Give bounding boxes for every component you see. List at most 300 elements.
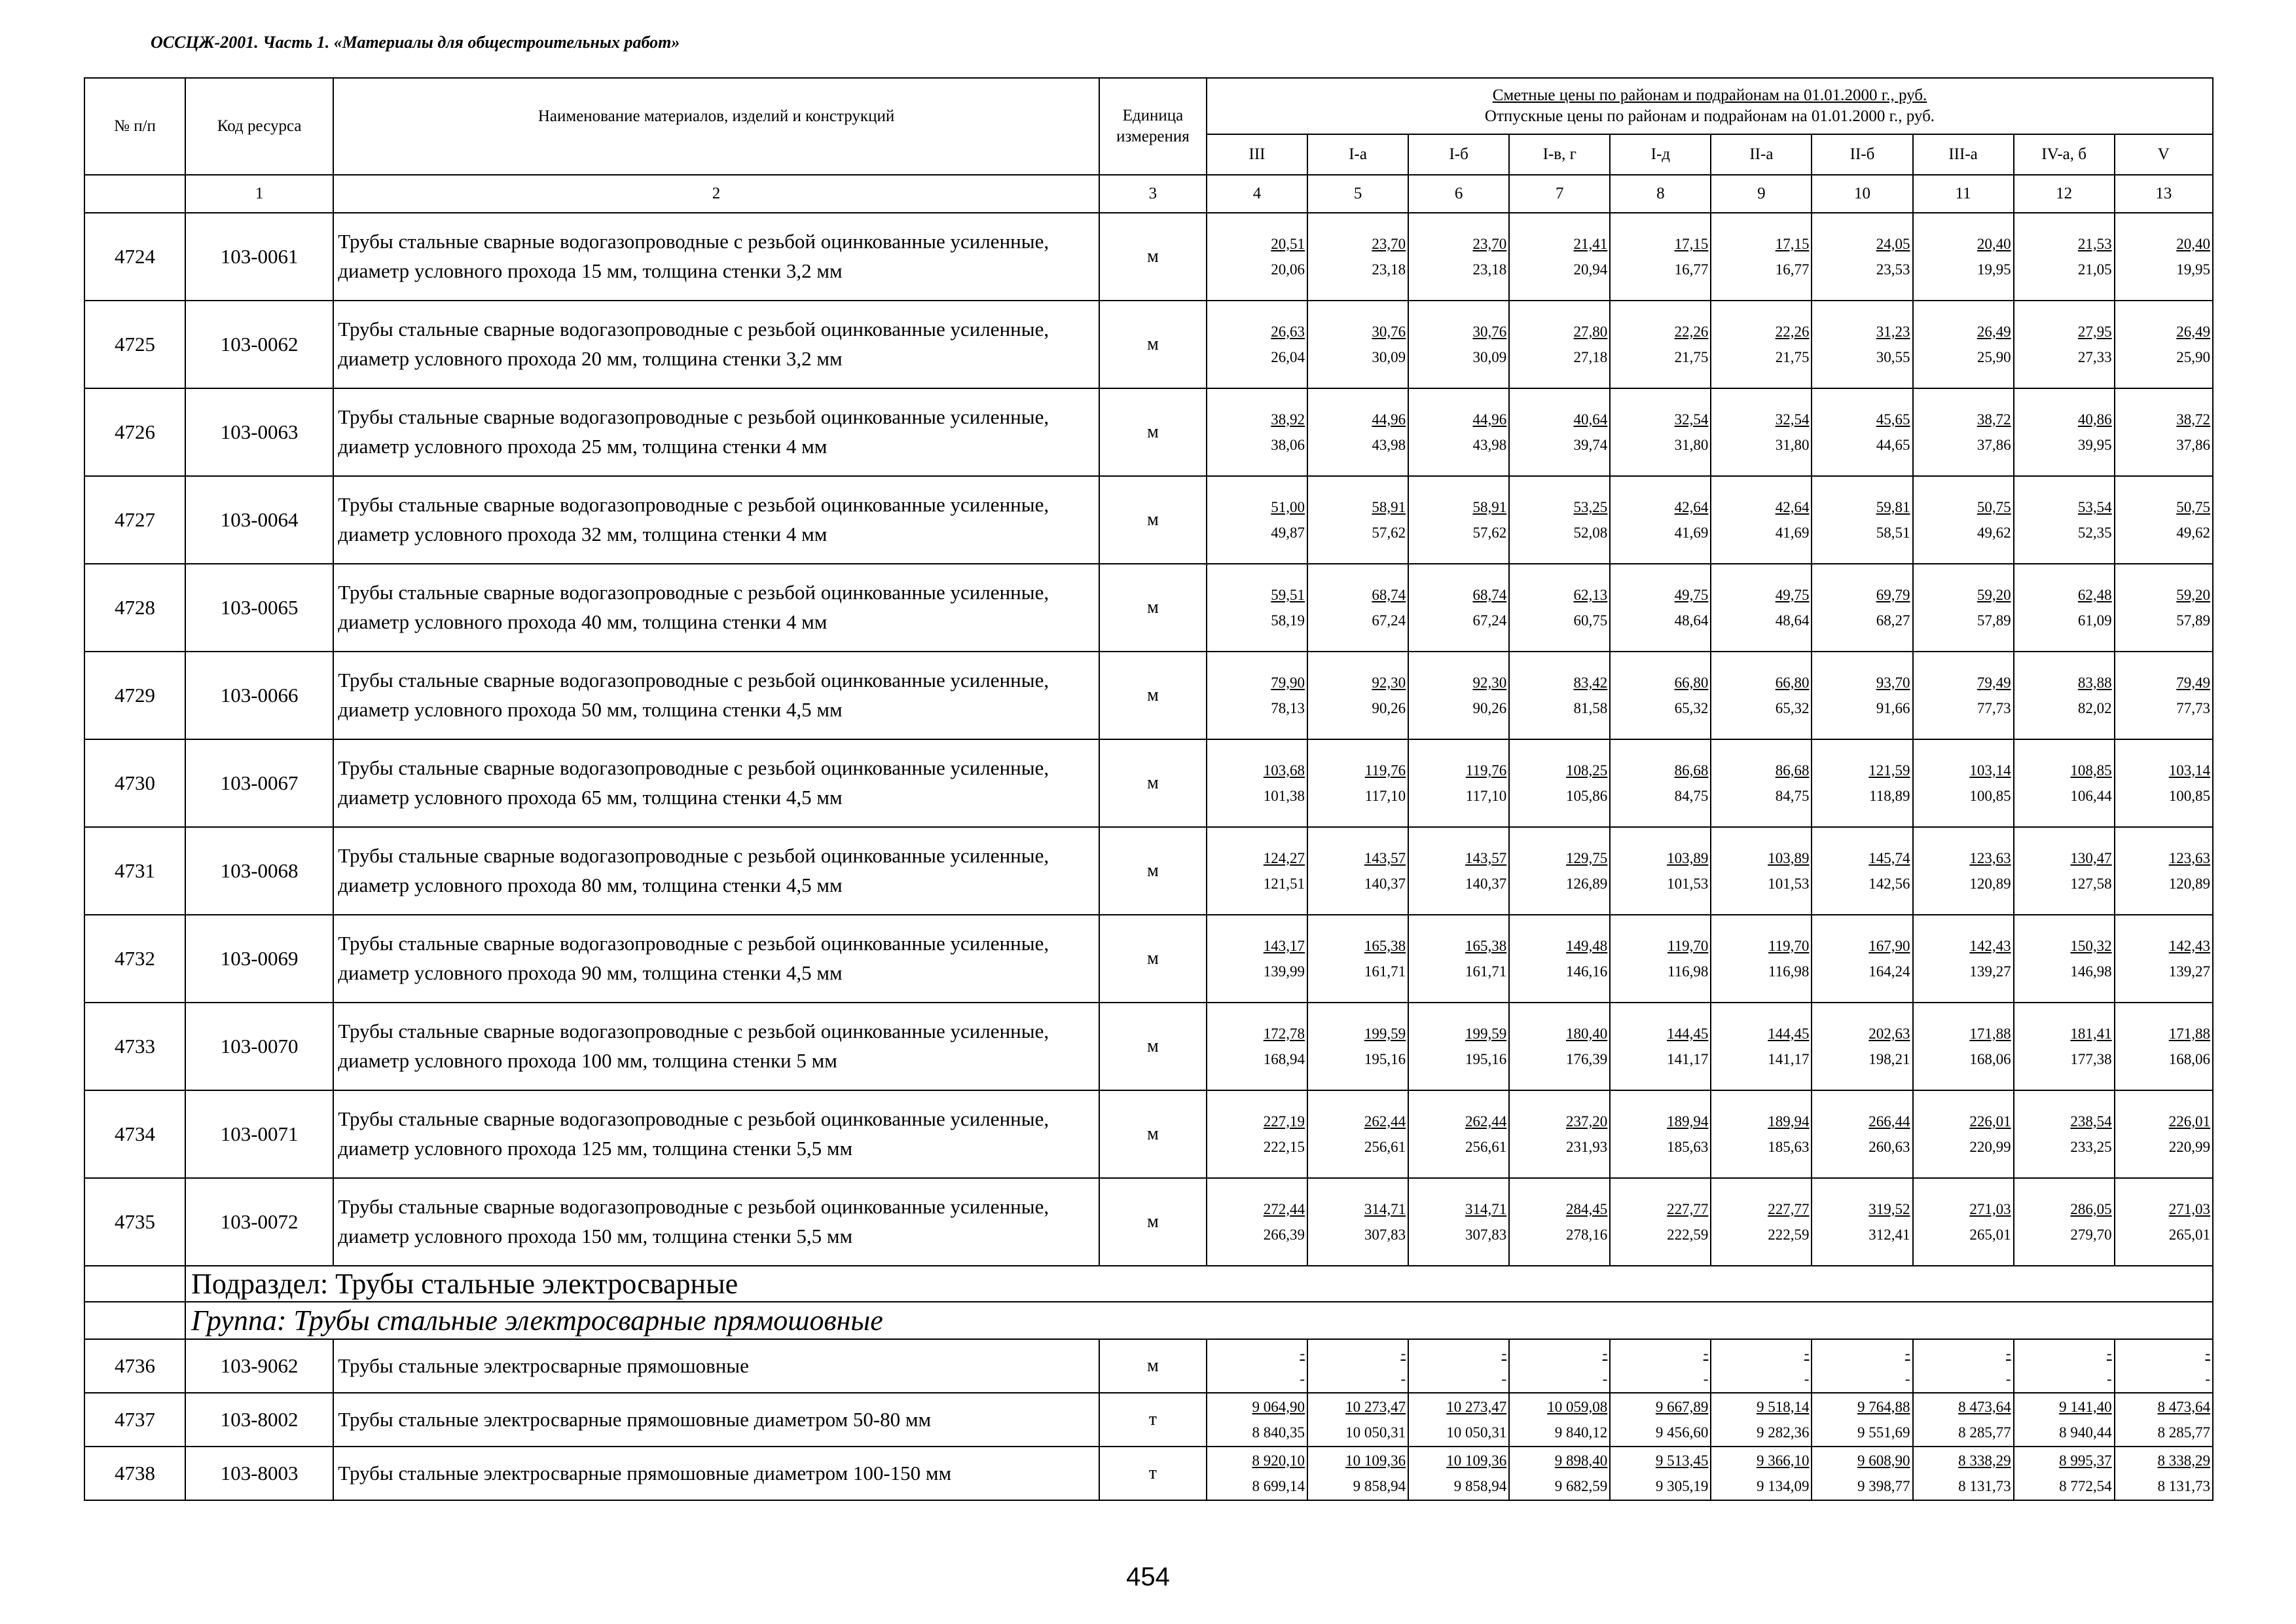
release-price: 222,59 bbox=[1667, 1227, 1709, 1243]
release-price: 43,98 bbox=[1372, 437, 1406, 453]
resource-code: 103-0067 bbox=[185, 739, 333, 827]
column-number: 13 bbox=[2115, 175, 2213, 213]
price-cell bbox=[2014, 476, 2115, 564]
release-price: 57,62 bbox=[1372, 525, 1406, 541]
price-cell bbox=[1711, 739, 1812, 827]
price-pair bbox=[1308, 1111, 1406, 1158]
price-cell bbox=[1812, 388, 1912, 476]
release-price: 49,62 bbox=[2176, 525, 2210, 541]
price-cell bbox=[1207, 739, 1307, 827]
price-pair bbox=[1711, 584, 1809, 632]
estimate-price: 27,80 bbox=[1573, 323, 1608, 340]
price-pair bbox=[1510, 1396, 1607, 1444]
row-number: 4729 bbox=[84, 652, 185, 739]
price-cell bbox=[1812, 1090, 1912, 1178]
estimate-price: 121,59 bbox=[1868, 762, 1910, 779]
resource-code: 103-0064 bbox=[185, 476, 333, 564]
release-price: - bbox=[2005, 1371, 2011, 1387]
price-cell bbox=[1207, 1447, 1307, 1500]
price-cell bbox=[2115, 1003, 2213, 1090]
estimate-price: 10 273,47 bbox=[1446, 1398, 1507, 1415]
price-cell bbox=[2014, 564, 2115, 652]
price-pair bbox=[1611, 935, 1708, 983]
price-pair bbox=[1711, 672, 1809, 720]
price-pair bbox=[2115, 847, 2210, 895]
resource-code: 103-0062 bbox=[185, 301, 333, 388]
release-price: 65,32 bbox=[1775, 700, 1810, 716]
column-number: 3 bbox=[1099, 175, 1207, 213]
release-price: 265,01 bbox=[2168, 1227, 2210, 1243]
release-price: 30,09 bbox=[1372, 349, 1406, 365]
estimate-price: 17,15 bbox=[1775, 235, 1810, 252]
price-cell bbox=[1307, 652, 1408, 739]
release-price: 126,89 bbox=[1566, 876, 1608, 892]
price-pair bbox=[1409, 847, 1506, 895]
header-release-prices: Отпускные цены по районам и подрайонам на 01.01.2000 г., руб. bbox=[1484, 107, 1935, 125]
resource-code: 103-0068 bbox=[185, 827, 333, 915]
price-pair bbox=[1711, 935, 1809, 983]
release-price: 142,56 bbox=[1868, 876, 1910, 892]
price-cell bbox=[1711, 915, 1812, 1003]
material-name: Трубы стальные сварные водогазопроводные с резьбой оцинкованные усиленные, диаметр условного прохода 20 мм, толщина стенки 3,2 мм bbox=[333, 301, 1099, 388]
price-cell bbox=[1711, 301, 1812, 388]
release-price: 312,41 bbox=[1868, 1227, 1910, 1243]
column-number: 5 bbox=[1307, 175, 1408, 213]
price-pair bbox=[1409, 496, 1506, 544]
price-pair bbox=[1711, 409, 1809, 456]
release-price: 27,33 bbox=[2077, 349, 2112, 365]
release-price: 9 858,94 bbox=[1353, 1478, 1406, 1494]
price-pair bbox=[2014, 321, 2112, 369]
price-cell bbox=[1207, 915, 1307, 1003]
unit-of-measure: м bbox=[1099, 739, 1207, 827]
price-pair bbox=[2014, 847, 2112, 895]
release-price: 168,94 bbox=[1263, 1051, 1305, 1067]
release-price: 23,18 bbox=[1472, 261, 1507, 278]
estimate-price: 145,74 bbox=[1868, 849, 1910, 866]
estimate-price: 62,48 bbox=[2077, 586, 2112, 603]
price-cell bbox=[1610, 1090, 1711, 1178]
price-pair bbox=[1812, 584, 1910, 632]
release-price: 140,37 bbox=[1364, 876, 1406, 892]
estimate-price: - bbox=[2005, 1344, 2011, 1361]
release-price: 8 840,35 bbox=[1252, 1424, 1305, 1441]
release-price: - bbox=[2107, 1371, 2112, 1387]
release-price: 256,61 bbox=[1364, 1139, 1406, 1155]
release-price: - bbox=[1300, 1371, 1305, 1387]
price-pair bbox=[1914, 1450, 2011, 1498]
estimate-price: 262,44 bbox=[1465, 1113, 1507, 1130]
price-cell bbox=[1610, 388, 1711, 476]
price-cell bbox=[1408, 388, 1509, 476]
price-pair bbox=[2115, 321, 2210, 369]
release-price: 9 456,60 bbox=[1655, 1424, 1709, 1441]
price-pair bbox=[1308, 233, 1406, 281]
estimate-price: 8 995,37 bbox=[2059, 1452, 2112, 1469]
price-pair bbox=[1409, 1023, 1506, 1071]
price-pair bbox=[2115, 1198, 2210, 1246]
estimate-price: 119,76 bbox=[1364, 762, 1406, 779]
material-name: Трубы стальные сварные водогазопроводные с резьбой оцинкованные усиленные, диаметр условного прохода 40 мм, толщина стенки 4 мм bbox=[333, 564, 1099, 652]
estimate-price: 123,63 bbox=[1969, 849, 2011, 866]
release-price: 8 285,77 bbox=[2157, 1424, 2210, 1441]
estimate-price: 227,77 bbox=[1667, 1200, 1709, 1217]
price-pair bbox=[1711, 1342, 1809, 1390]
estimate-price: 79,49 bbox=[2176, 674, 2210, 691]
release-price: 185,63 bbox=[1667, 1139, 1709, 1155]
price-cell bbox=[1509, 739, 1610, 827]
estimate-price: 53,25 bbox=[1573, 498, 1608, 515]
price-table bbox=[84, 77, 2214, 1501]
column-number-empty bbox=[84, 175, 185, 213]
estimate-price: 21,41 bbox=[1573, 235, 1608, 252]
table-row bbox=[84, 564, 2213, 652]
release-price: 91,66 bbox=[1876, 700, 1910, 716]
release-price: 52,35 bbox=[2077, 525, 2112, 541]
price-pair bbox=[1914, 496, 2011, 544]
price-cell bbox=[1307, 1393, 1408, 1447]
price-pair bbox=[1207, 584, 1305, 632]
release-price: 23,53 bbox=[1876, 261, 1910, 278]
release-price: 220,99 bbox=[2168, 1139, 2210, 1155]
estimate-price: 30,76 bbox=[1472, 323, 1507, 340]
estimate-price: 149,48 bbox=[1566, 937, 1608, 954]
estimate-price: 144,45 bbox=[1768, 1025, 1810, 1042]
estimate-price: 58,91 bbox=[1472, 498, 1507, 515]
price-pair bbox=[1409, 233, 1506, 281]
price-cell bbox=[1711, 476, 1812, 564]
table-row bbox=[84, 1339, 2213, 1393]
release-price: 19,95 bbox=[1977, 261, 2011, 278]
resource-code: 103-9062 bbox=[185, 1339, 333, 1393]
estimate-price: 38,72 bbox=[2176, 411, 2210, 428]
estimate-price: 66,80 bbox=[1674, 674, 1709, 691]
release-price: 21,75 bbox=[1775, 349, 1810, 365]
material-name: Трубы стальные сварные водогазопроводные с резьбой оцинкованные усиленные, диаметр условного прохода 150 мм, толщина стенки 5,5 мм bbox=[333, 1178, 1099, 1266]
price-pair bbox=[1611, 1396, 1708, 1444]
unit-of-measure: м bbox=[1099, 652, 1207, 739]
estimate-price: 10 273,47 bbox=[1345, 1398, 1406, 1415]
price-pair bbox=[2115, 672, 2210, 720]
release-price: 185,63 bbox=[1768, 1139, 1810, 1155]
column-number: 10 bbox=[1812, 175, 1912, 213]
material-name: Трубы стальные сварные водогазопроводные с резьбой оцинкованные усиленные, диаметр условного прохода 65 мм, толщина стенки 4,5 мм bbox=[333, 739, 1099, 827]
price-cell bbox=[2115, 1178, 2213, 1266]
column-number-row bbox=[84, 175, 2213, 213]
release-price: - bbox=[1703, 1371, 1709, 1387]
estimate-price: 58,91 bbox=[1372, 498, 1406, 515]
header-estimate-prices: Сметные цены по районам и подрайонам на 01.01.2000 г., руб. bbox=[1492, 86, 1927, 104]
estimate-price: 68,74 bbox=[1472, 586, 1507, 603]
estimate-price: 124,27 bbox=[1263, 849, 1305, 866]
row-number: 4738 bbox=[84, 1447, 185, 1500]
price-cell bbox=[2014, 213, 2115, 301]
price-cell bbox=[1408, 564, 1509, 652]
price-cell bbox=[1610, 652, 1711, 739]
release-price: 82,02 bbox=[2077, 700, 2112, 716]
material-name: Трубы стальные сварные водогазопроводные с резьбой оцинкованные усиленные, диаметр условного прохода 15 мм, толщина стенки 3,2 мм bbox=[333, 213, 1099, 301]
release-price: - bbox=[1602, 1371, 1608, 1387]
column-number: 4 bbox=[1207, 175, 1307, 213]
price-cell bbox=[1307, 739, 1408, 827]
estimate-price: - bbox=[1703, 1344, 1709, 1361]
price-pair bbox=[1611, 409, 1708, 456]
price-pair bbox=[1510, 935, 1607, 983]
release-price: 39,95 bbox=[2077, 437, 2112, 453]
release-price: 168,06 bbox=[1969, 1051, 2011, 1067]
estimate-price: - bbox=[1400, 1344, 1406, 1361]
price-pair bbox=[2115, 1396, 2210, 1444]
release-price: 139,27 bbox=[2168, 963, 2210, 980]
estimate-price: 142,43 bbox=[2168, 937, 2210, 954]
price-cell bbox=[2014, 1447, 2115, 1500]
estimate-price: - bbox=[1904, 1344, 1910, 1361]
price-cell bbox=[1307, 1339, 1408, 1393]
release-price: 120,89 bbox=[1969, 876, 2011, 892]
estimate-price: 83,88 bbox=[2077, 674, 2112, 691]
release-price: 10 050,31 bbox=[1345, 1424, 1406, 1441]
price-cell bbox=[2014, 1393, 2115, 1447]
price-cell bbox=[1307, 476, 1408, 564]
estimate-price: 8 473,64 bbox=[1958, 1398, 2011, 1415]
price-pair bbox=[2115, 760, 2210, 807]
material-name: Трубы стальные электросварные прямошовные диаметром 100-150 мм bbox=[333, 1447, 1099, 1500]
price-pair bbox=[1611, 584, 1708, 632]
price-cell bbox=[1408, 915, 1509, 1003]
release-price: 266,39 bbox=[1263, 1227, 1305, 1243]
price-cell bbox=[1610, 476, 1711, 564]
estimate-price: - bbox=[2107, 1344, 2112, 1361]
price-pair bbox=[1308, 1450, 1406, 1498]
price-cell bbox=[1307, 1003, 1408, 1090]
release-price: 57,89 bbox=[2176, 612, 2210, 629]
table-header bbox=[84, 78, 2213, 213]
price-pair bbox=[1207, 847, 1305, 895]
material-name: Трубы стальные сварные водогазопроводные с резьбой оцинкованные усиленные, диаметр условного прохода 50 мм, толщина стенки 4,5 мм bbox=[333, 652, 1099, 739]
release-price: 16,77 bbox=[1674, 261, 1709, 278]
price-pair bbox=[1611, 321, 1708, 369]
release-price: 68,27 bbox=[1876, 612, 1910, 629]
release-price: 195,16 bbox=[1364, 1051, 1406, 1067]
release-price: 9 282,36 bbox=[1756, 1424, 1810, 1441]
table-row bbox=[84, 213, 2213, 301]
table-row bbox=[84, 827, 2213, 915]
price-cell bbox=[2115, 827, 2213, 915]
estimate-price: 30,76 bbox=[1372, 323, 1406, 340]
price-pair bbox=[1308, 1198, 1406, 1246]
resource-code: 103-0061 bbox=[185, 213, 333, 301]
estimate-price: 40,86 bbox=[2077, 411, 2112, 428]
release-price: 37,86 bbox=[1977, 437, 2011, 453]
region-header: II-б bbox=[1812, 134, 1912, 175]
release-price: 19,95 bbox=[2176, 261, 2210, 278]
price-cell bbox=[1207, 1090, 1307, 1178]
table-row bbox=[84, 652, 2213, 739]
release-price: 164,24 bbox=[1868, 963, 1910, 980]
table-row bbox=[84, 301, 2213, 388]
price-pair bbox=[1914, 760, 2011, 807]
estimate-price: 103,89 bbox=[1667, 849, 1709, 866]
price-cell bbox=[1913, 1178, 2014, 1266]
price-pair bbox=[1812, 1342, 1910, 1390]
resource-code: 103-8002 bbox=[185, 1393, 333, 1447]
group-title: Группа: Трубы стальные электросварные прямошовные bbox=[185, 1302, 2213, 1339]
column-number: 12 bbox=[2014, 175, 2115, 213]
estimate-price: 68,74 bbox=[1372, 586, 1406, 603]
price-cell bbox=[1509, 1178, 1610, 1266]
unit-of-measure: т bbox=[1099, 1447, 1207, 1500]
price-pair bbox=[1914, 1396, 2011, 1444]
price-cell bbox=[1913, 564, 2014, 652]
price-cell bbox=[1207, 213, 1307, 301]
price-cell bbox=[2115, 739, 2213, 827]
price-pair bbox=[1409, 321, 1506, 369]
release-price: 67,24 bbox=[1472, 612, 1507, 629]
header-prices bbox=[1207, 78, 2213, 134]
release-price: 127,58 bbox=[2070, 876, 2112, 892]
price-pair bbox=[1914, 672, 2011, 720]
price-cell bbox=[2014, 652, 2115, 739]
price-cell bbox=[1408, 827, 1509, 915]
release-price: 41,69 bbox=[1674, 525, 1709, 541]
release-price: 278,16 bbox=[1566, 1227, 1608, 1243]
price-cell bbox=[1408, 1447, 1509, 1500]
price-cell bbox=[1307, 301, 1408, 388]
estimate-price: 142,43 bbox=[1969, 937, 2011, 954]
price-cell bbox=[1307, 564, 1408, 652]
price-cell bbox=[2115, 652, 2213, 739]
release-price: 220,99 bbox=[1969, 1139, 2011, 1155]
price-cell bbox=[1711, 388, 1812, 476]
estimate-price: 44,96 bbox=[1472, 411, 1507, 428]
estimate-price: 9 366,10 bbox=[1756, 1452, 1810, 1469]
release-price: 117,10 bbox=[1465, 788, 1507, 804]
row-number: 4725 bbox=[84, 301, 185, 388]
estimate-price: 45,65 bbox=[1876, 411, 1910, 428]
release-price: 307,83 bbox=[1465, 1227, 1507, 1243]
price-pair bbox=[1207, 1450, 1305, 1498]
release-price: 49,87 bbox=[1271, 525, 1305, 541]
price-cell bbox=[1913, 915, 2014, 1003]
price-pair bbox=[1611, 496, 1708, 544]
price-pair bbox=[2014, 672, 2112, 720]
price-cell bbox=[1207, 1393, 1307, 1447]
price-cell bbox=[2115, 213, 2213, 301]
price-pair bbox=[1510, 1198, 1607, 1246]
estimate-price: 49,75 bbox=[1775, 586, 1810, 603]
release-price: - bbox=[1400, 1371, 1406, 1387]
price-cell bbox=[1509, 827, 1610, 915]
price-pair bbox=[1308, 672, 1406, 720]
release-price: 117,10 bbox=[1364, 788, 1406, 804]
price-pair bbox=[1812, 847, 1910, 895]
price-cell bbox=[1307, 213, 1408, 301]
estimate-price: 103,89 bbox=[1768, 849, 1810, 866]
price-pair bbox=[1611, 1198, 1708, 1246]
release-price: 43,98 bbox=[1472, 437, 1507, 453]
release-price: 84,75 bbox=[1674, 788, 1709, 804]
release-price: 25,90 bbox=[1977, 349, 2011, 365]
release-price: 44,65 bbox=[1876, 437, 1910, 453]
release-price: 9 840,12 bbox=[1554, 1424, 1608, 1441]
estimate-price: 24,05 bbox=[1876, 235, 1910, 252]
table-row bbox=[84, 1393, 2213, 1447]
row-number: 4731 bbox=[84, 827, 185, 915]
resource-code: 103-0069 bbox=[185, 915, 333, 1003]
estimate-price: 93,70 bbox=[1876, 674, 1910, 691]
price-pair bbox=[1812, 1023, 1910, 1071]
price-pair bbox=[1510, 1111, 1607, 1158]
price-pair bbox=[1812, 1396, 1910, 1444]
price-pair bbox=[1711, 1111, 1809, 1158]
price-cell bbox=[1812, 827, 1912, 915]
price-pair bbox=[1510, 1023, 1607, 1071]
price-pair bbox=[2014, 1342, 2112, 1390]
subsection-empty-cell bbox=[84, 1266, 185, 1302]
price-cell bbox=[1913, 476, 2014, 564]
price-pair bbox=[1308, 847, 1406, 895]
release-price: 141,17 bbox=[1667, 1051, 1709, 1067]
estimate-price: 238,54 bbox=[2070, 1113, 2112, 1130]
release-price: 30,09 bbox=[1472, 349, 1507, 365]
table-row bbox=[84, 1090, 2213, 1178]
estimate-price: 286,05 bbox=[2070, 1200, 2112, 1217]
estimate-price: 42,64 bbox=[1674, 498, 1709, 515]
estimate-price: 108,85 bbox=[2070, 762, 2112, 779]
price-pair bbox=[1611, 1023, 1708, 1071]
release-price: 265,01 bbox=[1969, 1227, 2011, 1243]
estimate-price: 79,49 bbox=[1977, 674, 2011, 691]
price-pair bbox=[1711, 760, 1809, 807]
price-cell bbox=[1913, 388, 2014, 476]
release-price: 177,38 bbox=[2070, 1051, 2112, 1067]
unit-of-measure: м bbox=[1099, 388, 1207, 476]
release-price: 256,61 bbox=[1465, 1139, 1507, 1155]
price-cell bbox=[1610, 1393, 1711, 1447]
release-price: - bbox=[1501, 1371, 1507, 1387]
estimate-price: 226,01 bbox=[1969, 1113, 2011, 1130]
estimate-price: 237,20 bbox=[1566, 1113, 1608, 1130]
price-pair bbox=[1812, 935, 1910, 983]
estimate-price: 62,13 bbox=[1573, 586, 1608, 603]
row-number: 4726 bbox=[84, 388, 185, 476]
price-cell bbox=[1408, 739, 1509, 827]
column-number: 7 bbox=[1509, 175, 1610, 213]
estimate-price: 92,30 bbox=[1472, 674, 1507, 691]
estimate-price: 23,70 bbox=[1372, 235, 1406, 252]
estimate-price: 17,15 bbox=[1674, 235, 1709, 252]
price-cell bbox=[1913, 1090, 2014, 1178]
price-cell bbox=[1509, 564, 1610, 652]
price-pair bbox=[2014, 1111, 2112, 1158]
estimate-price: 27,95 bbox=[2077, 323, 2112, 340]
row-number: 4730 bbox=[84, 739, 185, 827]
row-number: 4727 bbox=[84, 476, 185, 564]
release-price: 48,64 bbox=[1674, 612, 1709, 629]
price-cell bbox=[2014, 301, 2115, 388]
release-price: 106,44 bbox=[2070, 788, 2112, 804]
estimate-price: 50,75 bbox=[2176, 498, 2210, 515]
price-pair bbox=[1207, 1111, 1305, 1158]
material-name: Трубы стальные электросварные прямошовные bbox=[333, 1339, 1099, 1393]
release-price: 21,05 bbox=[2077, 261, 2112, 278]
release-price: 146,16 bbox=[1566, 963, 1608, 980]
column-number: 8 bbox=[1610, 175, 1711, 213]
estimate-price: 150,32 bbox=[2070, 937, 2112, 954]
price-pair bbox=[1510, 233, 1607, 281]
estimate-price: 26,63 bbox=[1271, 323, 1305, 340]
price-cell bbox=[1711, 827, 1812, 915]
